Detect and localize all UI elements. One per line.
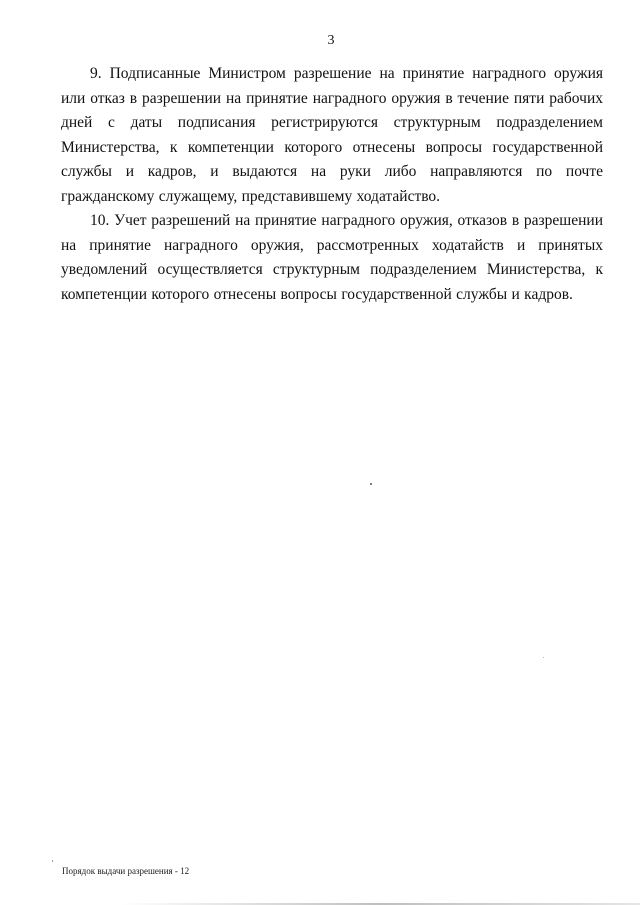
paragraph-9: 9. Подписанные Министром разрешение на принятие наградного оружия или отказ в разрешении на принятие наградного оружия в течение пяти рабочих дней с даты подписания регистрируются структурным подразделением Министерства, к компетенции которого отнесены вопросы государственной службы и кадров, и выдаются на руки либо направляются по почте гражданскому служащему, представившему ходатайство. bbox=[61, 65, 603, 205]
scan-speck bbox=[543, 657, 544, 658]
scan-speck bbox=[370, 483, 372, 485]
scan-speck bbox=[52, 860, 53, 862]
document-body bbox=[61, 62, 603, 307]
page-number: 3 bbox=[327, 33, 335, 48]
footer-note: Порядок выдачи разрешения - 12 bbox=[62, 866, 190, 876]
paragraph-10: 10. Учет разрешений на принятие наградного оружия, отказов в разрешении на принятие наградного оружия, рассмотренных ходатайств и принятых уведомлений осуществляется структурным подразделением Министерства, к компетенции которого отнесены вопросы государственной службы и кадров. bbox=[61, 212, 603, 303]
